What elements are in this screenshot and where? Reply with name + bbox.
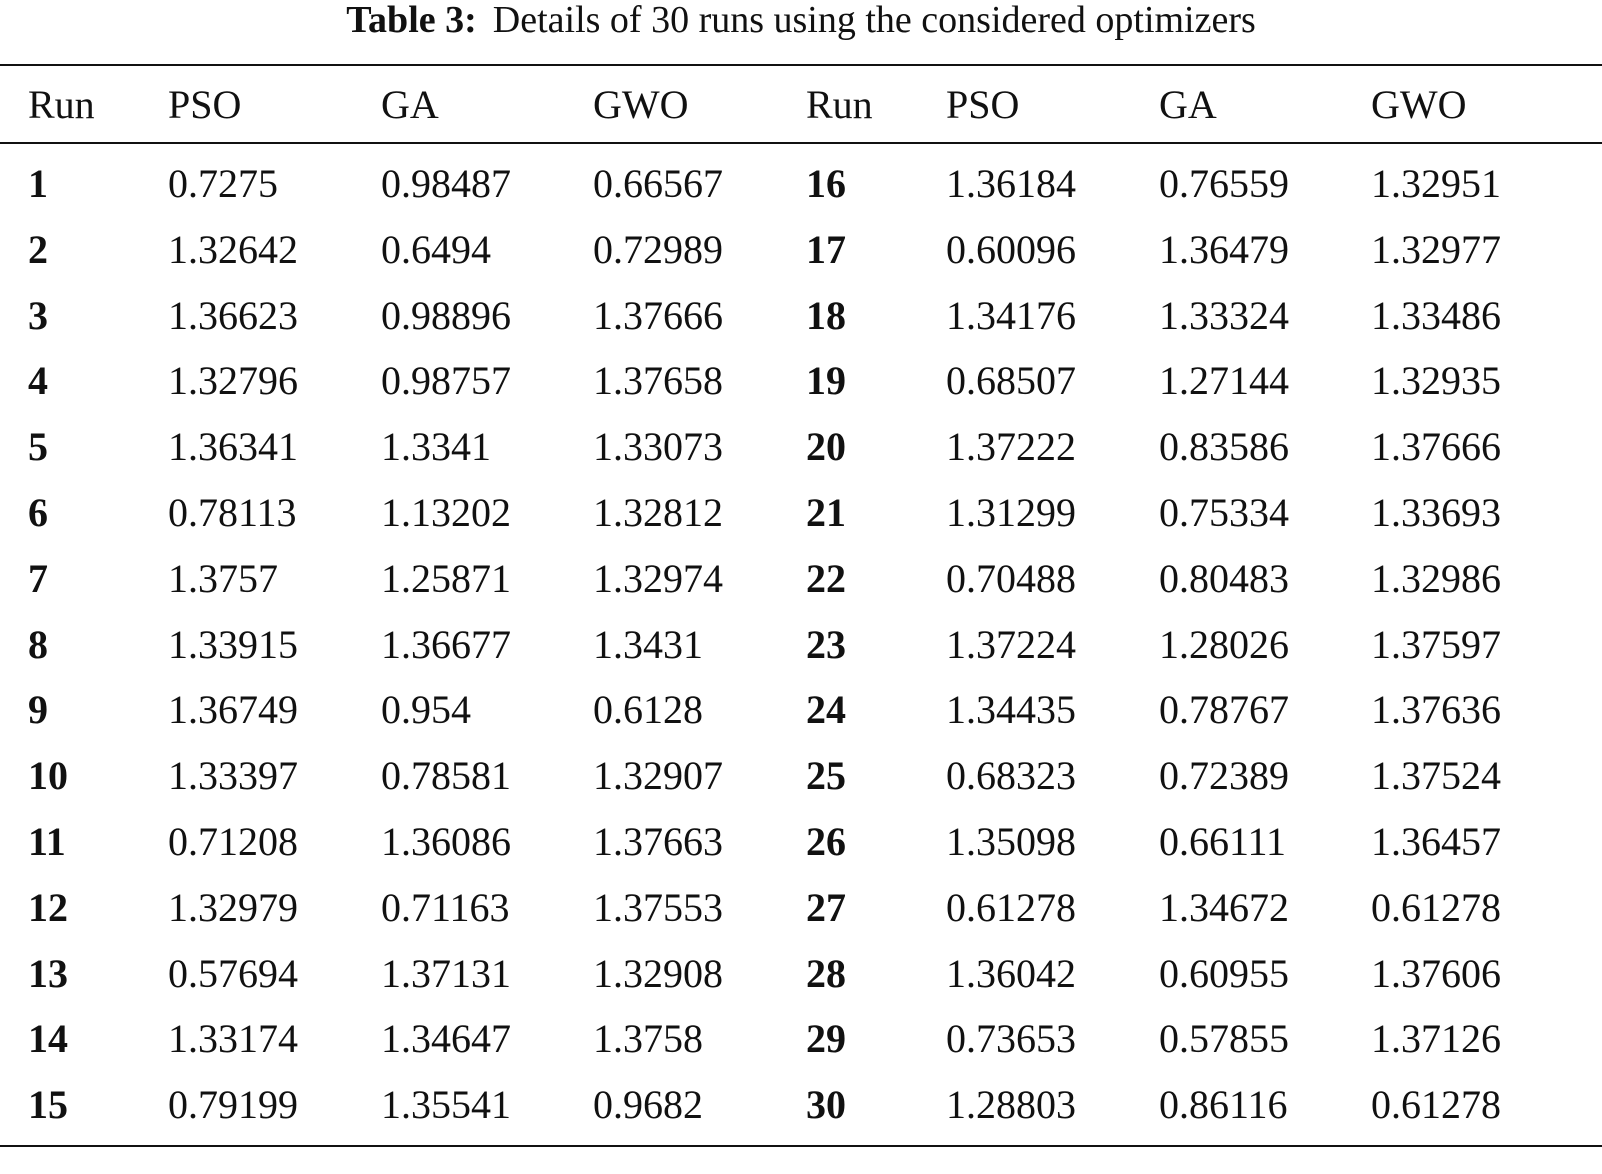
cell-gwo-right: 1.37606 xyxy=(1371,950,1501,996)
cell-run-right: 29 xyxy=(806,1016,846,1062)
table-row xyxy=(0,944,1602,1004)
cell-ga-right: 1.28026 xyxy=(1159,621,1289,667)
cell-gwo-right: 1.37126 xyxy=(1371,1016,1501,1062)
cell-run-right: 16 xyxy=(806,161,846,206)
cell-ga-right: 1.36479 xyxy=(1159,226,1289,272)
cell-run-right: 22 xyxy=(806,555,846,601)
cell-run-right: 21 xyxy=(806,490,846,535)
table-row xyxy=(0,549,1602,609)
cell-gwo-left: 1.3758 xyxy=(593,1016,703,1062)
cell-pso-left: 1.33174 xyxy=(168,1016,298,1062)
table-row xyxy=(0,1075,1602,1135)
cell-gwo-left: 1.33073 xyxy=(593,424,723,470)
table-row xyxy=(0,417,1602,477)
cell-ga-left: 0.6494 xyxy=(381,226,491,272)
cell-pso-right: 1.36042 xyxy=(946,950,1076,996)
cell-pso-left: 0.7275 xyxy=(168,161,278,206)
cell-pso-right: 0.60096 xyxy=(946,226,1076,272)
cell-pso-left: 1.33397 xyxy=(168,753,298,799)
cell-gwo-right: 1.37666 xyxy=(1371,424,1501,470)
cell-pso-left: 1.32642 xyxy=(168,226,298,272)
cell-pso-left: 0.71208 xyxy=(168,819,298,864)
cell-gwo-left: 1.3431 xyxy=(593,621,703,667)
cell-pso-left: 0.78113 xyxy=(168,490,297,535)
cell-pso-left: 1.32796 xyxy=(168,358,298,404)
header-ga-right: GA xyxy=(1159,82,1217,127)
header-pso-right: PSO xyxy=(946,82,1020,127)
cell-run-right: 26 xyxy=(806,819,846,864)
table-row xyxy=(0,878,1602,938)
header-rule xyxy=(0,142,1602,144)
cell-gwo-left: 1.32974 xyxy=(593,555,723,601)
table-row xyxy=(0,154,1602,214)
cell-ga-left: 1.35541 xyxy=(381,1082,511,1128)
cell-run-left: 8 xyxy=(28,621,48,667)
cell-pso-right: 1.31299 xyxy=(946,490,1076,535)
header-ga-left: GA xyxy=(381,82,439,127)
cell-gwo-left: 1.37663 xyxy=(593,819,723,864)
cell-ga-right: 0.83586 xyxy=(1159,424,1289,470)
table-caption xyxy=(0,0,1602,46)
cell-run-right: 19 xyxy=(806,358,846,404)
cell-ga-right: 0.60955 xyxy=(1159,950,1289,996)
cell-pso-left: 0.79199 xyxy=(168,1082,298,1128)
cell-pso-right: 1.37222 xyxy=(946,424,1076,470)
cell-run-right: 28 xyxy=(806,950,846,996)
table-row xyxy=(0,812,1602,872)
cell-pso-right: 1.34176 xyxy=(946,292,1076,338)
table-row xyxy=(0,746,1602,806)
cell-ga-right: 0.86116 xyxy=(1159,1082,1288,1128)
cell-pso-left: 1.33915 xyxy=(168,621,298,667)
cell-run-right: 20 xyxy=(806,424,846,470)
cell-ga-right: 1.27144 xyxy=(1159,358,1289,404)
cell-gwo-left: 0.9682 xyxy=(593,1082,703,1128)
cell-run-right: 30 xyxy=(806,1082,846,1128)
table-row xyxy=(0,351,1602,411)
cell-run-left: 2 xyxy=(28,226,48,272)
cell-gwo-left: 1.37553 xyxy=(593,884,723,930)
header-pso-left: PSO xyxy=(168,82,242,127)
header-gwo-right: GWO xyxy=(1371,82,1467,127)
cell-ga-right: 0.66111 xyxy=(1159,819,1287,864)
cell-gwo-right: 1.33486 xyxy=(1371,292,1501,338)
cell-gwo-right: 1.37524 xyxy=(1371,753,1501,799)
table-caption-text: Details of 30 runs using the considered optimizers xyxy=(492,0,1256,41)
cell-pso-right: 0.68507 xyxy=(946,358,1076,404)
cell-gwo-right: 1.33693 xyxy=(1371,490,1501,535)
cell-gwo-left: 1.37666 xyxy=(593,292,723,338)
cell-pso-right: 1.34435 xyxy=(946,687,1076,733)
cell-gwo-left: 1.32907 xyxy=(593,753,723,799)
cell-run-left: 9 xyxy=(28,687,48,733)
cell-pso-left: 1.32979 xyxy=(168,884,298,930)
cell-run-left: 3 xyxy=(28,292,48,338)
cell-run-left: 13 xyxy=(28,950,68,996)
cell-ga-left: 0.78581 xyxy=(381,753,511,799)
cell-gwo-right: 1.36457 xyxy=(1371,819,1501,864)
cell-ga-left: 1.36677 xyxy=(381,621,511,667)
cell-run-left: 1 xyxy=(28,161,48,206)
cell-run-left: 15 xyxy=(28,1082,68,1128)
table-row xyxy=(0,286,1602,346)
cell-gwo-left: 0.66567 xyxy=(593,161,723,206)
cell-gwo-right: 1.37636 xyxy=(1371,687,1501,733)
cell-pso-left: 1.36341 xyxy=(168,424,298,470)
cell-pso-left: 1.3757 xyxy=(168,555,278,601)
cell-run-right: 23 xyxy=(806,621,846,667)
header-gwo-left: GWO xyxy=(593,82,689,127)
cell-gwo-left: 1.32812 xyxy=(593,490,723,535)
cell-gwo-right: 0.61278 xyxy=(1371,884,1501,930)
cell-ga-left: 0.71163 xyxy=(381,884,510,930)
cell-pso-right: 0.68323 xyxy=(946,753,1076,799)
cell-run-right: 24 xyxy=(806,687,846,733)
cell-ga-right: 1.34672 xyxy=(1159,884,1289,930)
cell-pso-left: 0.57694 xyxy=(168,950,298,996)
cell-ga-left: 1.34647 xyxy=(381,1016,511,1062)
cell-pso-left: 1.36749 xyxy=(168,687,298,733)
cell-ga-left: 0.954 xyxy=(381,687,471,733)
cell-ga-left: 1.13202 xyxy=(381,490,511,535)
header-run-left: Run xyxy=(28,82,95,127)
cell-ga-right: 0.72389 xyxy=(1159,753,1289,799)
table-row xyxy=(0,615,1602,675)
cell-run-right: 27 xyxy=(806,884,846,930)
table-row xyxy=(0,680,1602,740)
cell-pso-left: 1.36623 xyxy=(168,292,298,338)
cell-pso-right: 0.61278 xyxy=(946,884,1076,930)
cell-run-left: 6 xyxy=(28,490,48,535)
cell-run-right: 17 xyxy=(806,226,846,272)
cell-ga-left: 0.98896 xyxy=(381,292,511,338)
cell-gwo-left: 0.6128 xyxy=(593,687,703,733)
cell-pso-right: 0.73653 xyxy=(946,1016,1076,1062)
cell-gwo-left: 1.37658 xyxy=(593,358,723,404)
cell-run-left: 7 xyxy=(28,555,48,601)
cell-gwo-right: 1.32986 xyxy=(1371,555,1501,601)
cell-pso-right: 1.28803 xyxy=(946,1082,1076,1128)
cell-pso-right: 1.37224 xyxy=(946,621,1076,667)
cell-ga-right: 0.78767 xyxy=(1159,687,1289,733)
top-rule xyxy=(0,64,1602,66)
cell-gwo-right: 1.32951 xyxy=(1371,161,1501,206)
cell-ga-left: 0.98487 xyxy=(381,161,511,206)
table-header-row xyxy=(0,80,1602,130)
cell-run-right: 25 xyxy=(806,753,846,799)
table-row xyxy=(0,483,1602,543)
cell-pso-right: 0.70488 xyxy=(946,555,1076,601)
cell-ga-left: 1.3341 xyxy=(381,424,491,470)
cell-pso-right: 1.35098 xyxy=(946,819,1076,864)
cell-gwo-left: 0.72989 xyxy=(593,226,723,272)
cell-ga-left: 0.98757 xyxy=(381,358,511,404)
cell-ga-right: 1.33324 xyxy=(1159,292,1289,338)
table-row xyxy=(0,1009,1602,1069)
cell-gwo-left: 1.32908 xyxy=(593,950,723,996)
cell-pso-right: 1.36184 xyxy=(946,161,1076,206)
cell-gwo-right: 1.32977 xyxy=(1371,226,1501,272)
cell-run-left: 11 xyxy=(28,819,66,864)
table-caption-label: Table 3: xyxy=(346,0,477,41)
cell-run-left: 10 xyxy=(28,753,68,799)
cell-gwo-right: 0.61278 xyxy=(1371,1082,1501,1128)
cell-gwo-right: 1.32935 xyxy=(1371,358,1501,404)
cell-run-left: 5 xyxy=(28,424,48,470)
header-run-right: Run xyxy=(806,82,873,127)
cell-ga-left: 1.37131 xyxy=(381,950,511,996)
cell-ga-right: 0.76559 xyxy=(1159,161,1289,206)
cell-run-left: 12 xyxy=(28,884,68,930)
cell-run-right: 18 xyxy=(806,292,846,338)
cell-ga-right: 0.57855 xyxy=(1159,1016,1289,1062)
table-row xyxy=(0,220,1602,280)
cell-ga-right: 0.80483 xyxy=(1159,555,1289,601)
cell-gwo-right: 1.37597 xyxy=(1371,621,1501,667)
bottom-rule xyxy=(0,1145,1602,1147)
cell-ga-left: 1.25871 xyxy=(381,555,511,601)
cell-run-left: 4 xyxy=(28,358,48,404)
cell-ga-right: 0.75334 xyxy=(1159,490,1289,535)
cell-ga-left: 1.36086 xyxy=(381,819,511,864)
cell-run-left: 14 xyxy=(28,1016,68,1062)
